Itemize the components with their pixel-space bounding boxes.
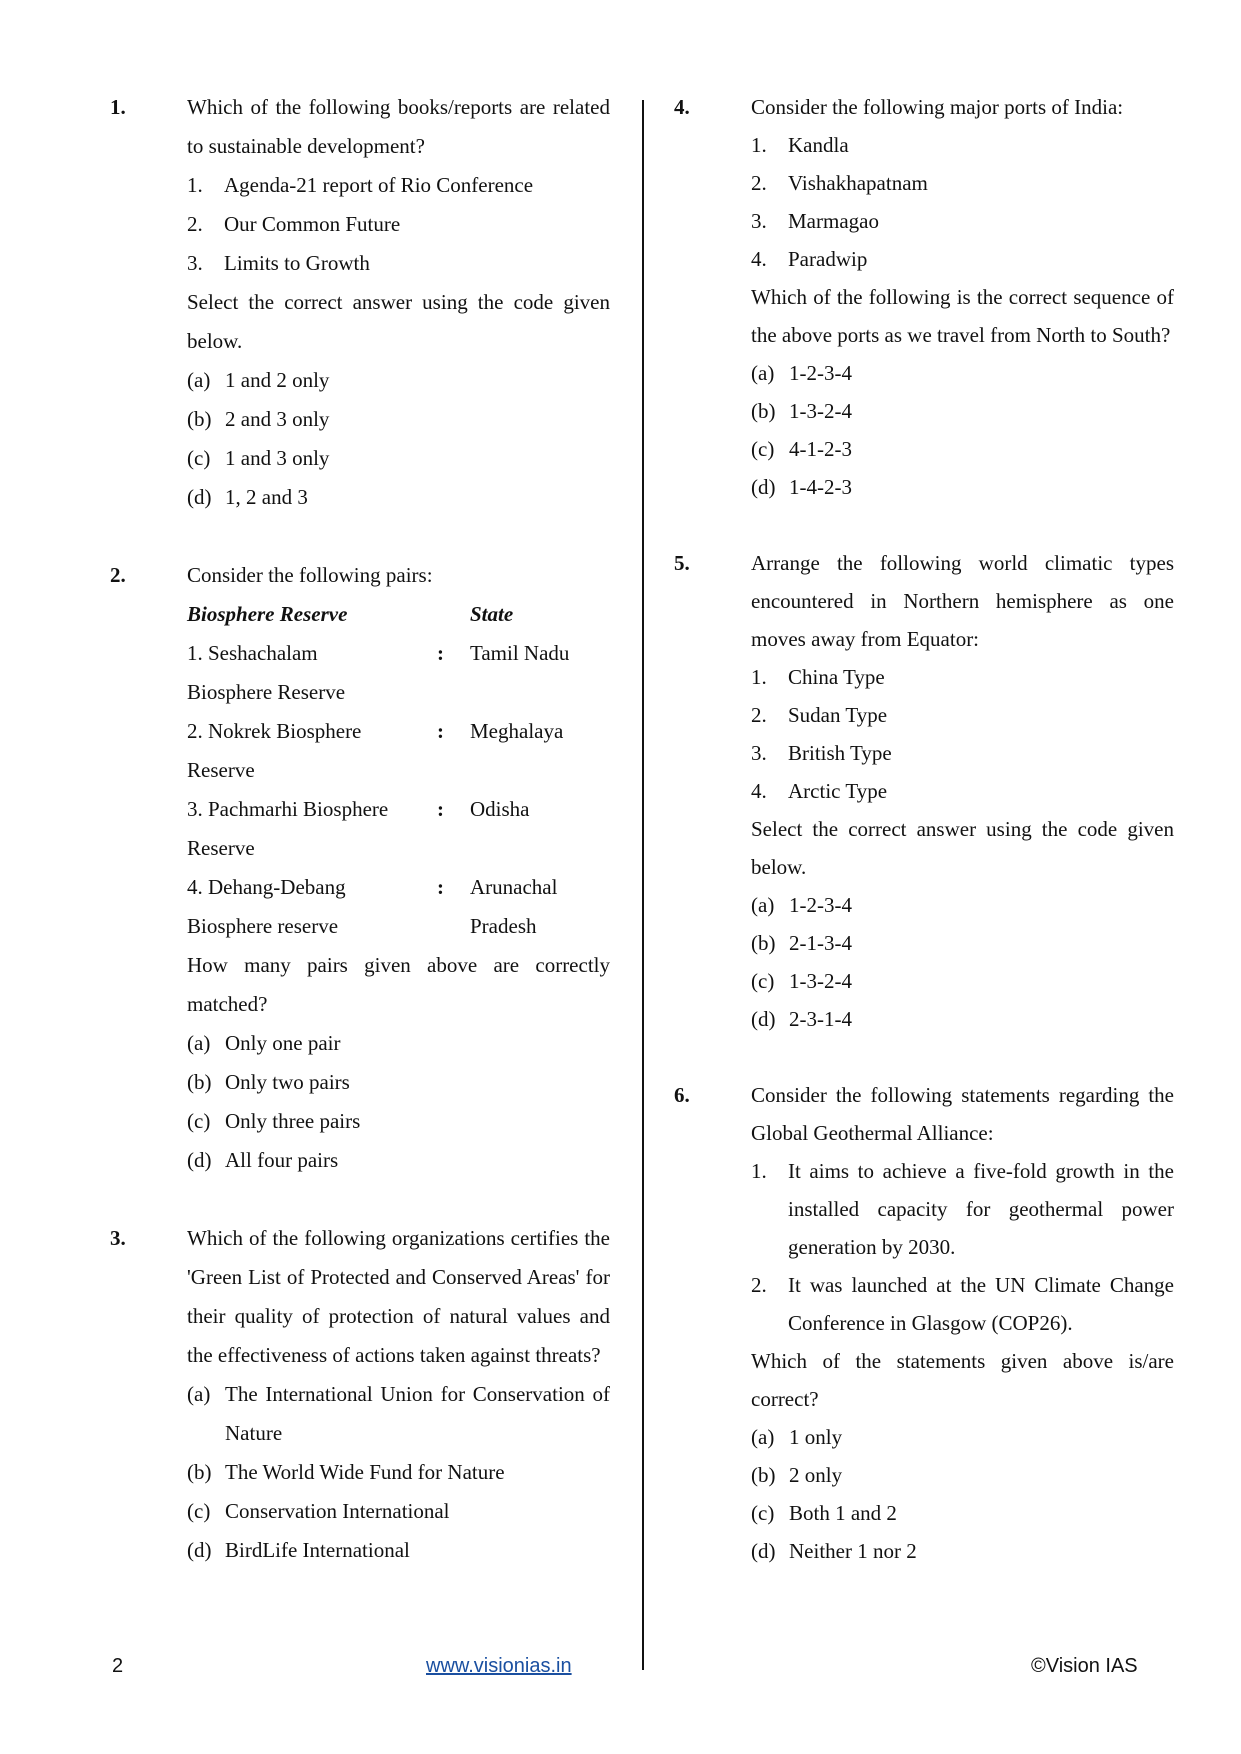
website-link[interactable]: www.visionias.in <box>426 1655 572 1677</box>
answer-option: (c) Conservation International <box>187 1499 450 1523</box>
list-item: 3. Marmagao <box>751 209 879 233</box>
question-3 <box>110 1219 610 1570</box>
pair-row: 1. Seshachalam : Tamil Nadu <box>187 641 570 665</box>
pair-row: 2. Nokrek Biosphere : Meghalaya <box>187 719 564 743</box>
list-item: 3. British Type <box>751 741 892 765</box>
answer-option: (a) The International Union for Conservation of Nature <box>187 1382 610 1445</box>
list-item: 1. Kandla <box>751 133 849 157</box>
answer-option: (b) 1-3-2-4 <box>751 399 852 423</box>
pair-row: 3. Pachmarhi Biosphere : Odisha <box>187 797 530 821</box>
pair-table-header <box>187 595 610 634</box>
answer-option: (c) Only three pairs <box>187 1109 361 1133</box>
answer-option: (d) BirdLife International <box>187 1538 410 1562</box>
answer-option: (b) 2-1-3-4 <box>751 931 852 955</box>
question-6 <box>674 1076 1174 1570</box>
question-instruction: Select the correct answer using the code given below. <box>187 290 610 353</box>
answer-option: (a) 1 only <box>751 1425 843 1449</box>
answer-option: (b) Only two pairs <box>187 1070 350 1094</box>
question-text: Arrange the following world climatic types encountered in Northern hemisphere as one moves away from Equator: <box>751 551 1174 651</box>
list-item: 3. Limits to Growth <box>187 251 370 275</box>
column-divider <box>642 100 644 1670</box>
answer-option: (d) Neither 1 nor 2 <box>751 1539 917 1563</box>
answer-option: (d) 1-4-2-3 <box>751 475 852 499</box>
answer-option: (c) 1 and 3 only <box>187 446 330 470</box>
answer-option: (c) 4-1-2-3 <box>751 437 852 461</box>
question-number: 2. <box>110 563 126 587</box>
answer-option: (d) 2-3-1-4 <box>751 1007 852 1031</box>
left-column <box>110 88 610 1570</box>
right-column <box>674 88 1174 1570</box>
answer-option: (d) 1, 2 and 3 <box>187 485 308 509</box>
list-item: 4. Arctic Type <box>751 779 888 803</box>
pair-row: 4. Dehang-Debang : Arunachal <box>187 875 558 899</box>
question-text: Which of the following books/reports are related to sustainable development? <box>187 95 610 158</box>
question-5 <box>674 544 1174 1038</box>
copyright-text: ©Vision IAS <box>1031 1655 1138 1677</box>
answer-option: (a) 1-2-3-4 <box>751 893 852 917</box>
question-1 <box>110 88 610 517</box>
answer-option: (d) All four pairs <box>187 1148 339 1172</box>
answer-option: (b) The World Wide Fund for Nature <box>187 1460 505 1484</box>
answer-option: (c) Both 1 and 2 <box>751 1501 897 1525</box>
list-item: 2. It was launched at the UN Climate Change Conference in Glasgow (COP26). <box>751 1273 1174 1335</box>
question-4 <box>674 88 1174 506</box>
list-item: 4. Paradwip <box>751 247 868 271</box>
answer-option: (a) Only one pair <box>187 1031 341 1055</box>
question-text: Consider the following major ports of India: <box>751 95 1124 119</box>
question-number: 6. <box>674 1083 690 1107</box>
question-text: Which of the following organizations certifies the 'Green List of Protected and Conserved Areas' for their quality of protection of natural values and the effectiveness of actions taken against threats? <box>187 1226 610 1367</box>
answer-option: (c) 1-3-2-4 <box>751 969 852 993</box>
question-number: 4. <box>674 95 690 119</box>
answer-option: (b) 2 only <box>751 1463 843 1487</box>
header-biosphere-reserve: Biosphere Reserve <box>187 602 348 626</box>
question-number: 3. <box>110 1226 126 1250</box>
question-text: Consider the following pairs: <box>187 563 433 587</box>
question-2: 2. Consider the following pairs: Biosphere Reserve State 1. Seshachalam : Tamil Nadu Biosphere Reserve 2. Nokrek Biosphere : Meghalaya Reserve 3. Pachmarhi Biosphere : Odisha Reserve 4. Dehang-Debang : Arunachal Biosphere reserve Pradesh How many pairs given above are correctly matched? (a) Only one pair (b) Only two pairs (c) Only three pairs (d) All four pairs <box>110 556 610 1180</box>
question-number: 5. <box>674 551 690 575</box>
list-item: 2. Our Common Future <box>187 212 401 236</box>
question-instruction: Which of the following is the correct sequence of the above ports as we travel from North to South? <box>751 285 1174 347</box>
list-item: 2. Vishakhapatnam <box>751 171 928 195</box>
answer-option: (b) 2 and 3 only <box>187 407 330 431</box>
question-instruction: Select the correct answer using the code given below. <box>751 817 1174 879</box>
question-number: 1. <box>110 95 126 119</box>
question-instruction: Which of the statements given above is/are correct? <box>751 1349 1174 1411</box>
answer-option: (a) 1-2-3-4 <box>751 361 852 385</box>
list-item: 2. Sudan Type <box>751 703 888 727</box>
answer-option: (a) 1 and 2 only <box>187 368 330 392</box>
list-item: 1. It aims to achieve a five-fold growth in the installed capacity for geothermal power generation by 2030. <box>751 1159 1174 1259</box>
list-item: 1. China Type <box>751 665 885 689</box>
header-state: State <box>470 602 514 626</box>
list-item: 1. Agenda-21 report of Rio Conference <box>187 173 534 197</box>
page-number: 2 <box>112 1655 124 1677</box>
question-instruction: How many pairs given above are correctly matched? <box>187 953 610 1016</box>
question-text: Consider the following statements regarding the Global Geothermal Alliance: <box>751 1083 1174 1145</box>
